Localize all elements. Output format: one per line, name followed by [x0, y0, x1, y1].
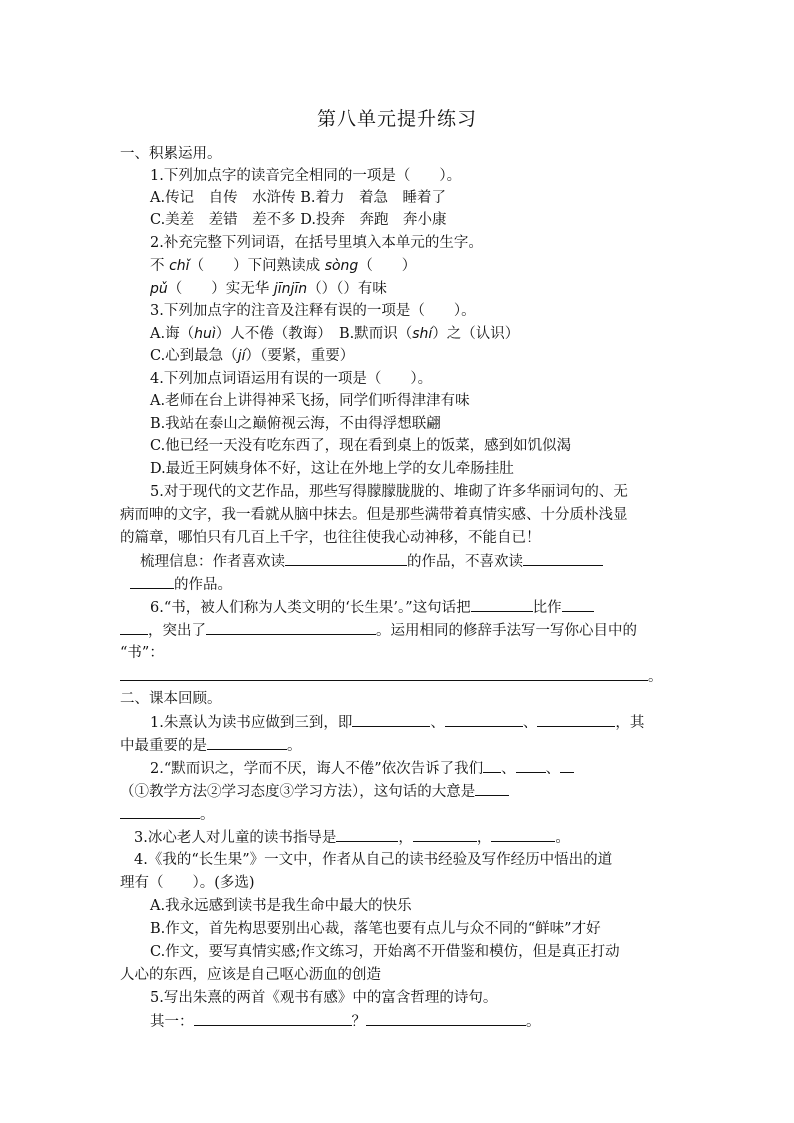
s2-q2-text-c: 。: [200, 807, 215, 823]
s2-q4-option-a: A.我永远感到读书是我生命中最大的快乐: [150, 898, 412, 914]
s2-q1-text-c: 中最重要的是: [120, 738, 207, 754]
q3-opt-b-text: ）人不倦（教诲） B.默而识（: [215, 326, 413, 342]
q5-passage-line1: 5.对于现代的文艺作品，那些写得朦朦胧胧的、堆砌了许多华丽词句的、无: [150, 484, 628, 500]
s2-q3-blank-2[interactable]: [413, 827, 477, 842]
s2-q4-option-c-line2: 人心的东西，应该是自己呕心沥血的创造: [120, 967, 381, 983]
pinyin-jinjin: jīnjīn: [273, 281, 308, 297]
s2-q2-blank-meaning[interactable]: [475, 781, 509, 796]
s2-q4-stem-line2: 理有（ ）。(多选): [120, 875, 255, 891]
s2-q5-blank-2[interactable]: [366, 1011, 526, 1026]
s2-q4-option-b: B.作文，首先构思要别出心裁，落笔也要有点儿与众不同的“鲜味”才好: [150, 921, 601, 937]
pinyin-ji: jí: [237, 348, 246, 364]
s2-q3-line: [134, 827, 570, 849]
s2-q3-blank-3[interactable]: [491, 827, 555, 842]
q6-line4: [120, 666, 663, 688]
s2-q2-line2: [120, 781, 509, 803]
q1-options-ab: A.传记 自传 水浒传 B.着力 着急 睡着了: [150, 190, 446, 206]
s2-q1-line2: [120, 735, 302, 757]
s2-q3-text-a: 3.冰心老人对儿童的读书指导是: [134, 830, 337, 846]
q6-blank-object-cont[interactable]: [120, 620, 148, 635]
s2-q2-line1: [150, 758, 574, 780]
q6-blank-subject[interactable]: [471, 597, 533, 612]
s2-q3-sep-2: ，: [476, 830, 492, 846]
q5-sort-line2: [130, 574, 232, 596]
q2-line1: [150, 256, 416, 278]
q2-line2-text-b: （）（）有味: [307, 281, 387, 297]
q5-sort-text-a: 梳理信息：作者喜欢读: [140, 554, 285, 570]
q6-blank-highlight[interactable]: [206, 620, 376, 635]
s2-q2-blank-1[interactable]: [483, 758, 501, 773]
s2-q1-blank-3[interactable]: [537, 712, 615, 727]
q2-stem: 2.补充完整下列词语，在括号里填入本单元的生字。: [150, 235, 483, 251]
q4-option-a: A.老师在台上讲得神采飞扬，同学们听得津津有味: [150, 393, 470, 409]
q4-option-d: D.最近王阿姨身体不好，这让在外地上学的女儿牵肠挂肚: [150, 461, 514, 477]
s2-q1-text-b: ，其: [615, 715, 645, 731]
q3-options-ab: [150, 324, 519, 346]
q3-opt-c-text: C.心到最急（: [150, 348, 238, 364]
s2-q3-blank-1[interactable]: [336, 827, 398, 842]
s2-q2-sep-1: 、: [501, 761, 516, 777]
q6-text-a: 6.“书，被人们称为人类文明的‘长生果’。”这句话把: [150, 600, 471, 616]
q4-option-c: C.他已经一天没有吃东西了，现在看到桌上的饭菜，感到如饥似渴: [150, 438, 572, 454]
s2-q2-line3: [120, 804, 215, 826]
s2-q2-blank-3[interactable]: [560, 758, 574, 773]
q1-options-cd: C.美差 差错 差不多 D.投奔 奔跑 奔小康: [150, 212, 447, 228]
q5-sort-text-c: 的作品。: [174, 577, 232, 593]
section-heading-2: 二、课本回顾。: [120, 691, 222, 707]
q2-line2: [150, 279, 387, 301]
s2-q2-text-a: 2.“默而识之，学而不厌，诲人不倦”依次告诉了我们: [150, 761, 484, 777]
s2-q4-option-c-line1: C.作文，要写真情实感;作文练习，开始离不开借鉴和模仿，但是真正打动: [150, 944, 620, 960]
pinyin-song: sòng: [324, 258, 359, 274]
q6-text-c: ，突出了: [148, 623, 206, 639]
pinyin-hui: huì: [194, 326, 216, 342]
q3-opt-b-tail: ）之（认识）: [432, 326, 520, 342]
s2-q1-text-d: 。: [287, 738, 302, 754]
q4-stem: 4.下列加点词语运用有误的一项是（ ）。: [150, 371, 433, 387]
q5-blank-like[interactable]: [285, 551, 407, 566]
s2-q1-sep-1: 、: [430, 715, 445, 731]
s2-q2-blank-2[interactable]: [516, 758, 546, 773]
pinyin-pu: pǔ: [150, 281, 168, 297]
s2-q2-sep-2: 、: [545, 761, 561, 777]
q3-opt-c-tail: ）（要紧，重要）: [245, 348, 355, 364]
q2-line1-text-b: （ ）下问熟读成: [189, 258, 325, 274]
pinyin-chi: chǐ: [169, 258, 190, 274]
q5-passage-line3: 的篇章，哪怕只有几百上千字，也往往使我心动神移，不能自已！: [120, 530, 541, 546]
s2-q5-question-mark: ？: [351, 1014, 366, 1030]
q3-opt-a-text: A.诲（: [150, 326, 195, 342]
s2-q5-text-a: 其一：: [150, 1014, 194, 1030]
q5-sort-text-b: 的作品，不喜欢读: [407, 554, 523, 570]
s2-q3-sep-1: ，: [398, 830, 413, 846]
s2-q1-line1: [150, 712, 644, 734]
q6-blank-writing[interactable]: [120, 666, 648, 681]
section-heading-1: 一、积累运用。: [120, 146, 222, 162]
q6-text-d: 。运用相同的修辞手法写一写你心目中的: [376, 623, 637, 639]
q4-option-b: B.我站在泰山之巅俯视云海，不由得浮想联翩: [150, 416, 441, 432]
s2-q5-blank-1[interactable]: [194, 1011, 352, 1026]
q2-line1-text-a: 不: [150, 258, 170, 274]
page-title: 第八单元提升练习: [316, 108, 477, 130]
s2-q1-blank-1[interactable]: [352, 712, 430, 727]
s2-q1-sep-2: 、: [522, 715, 538, 731]
s2-q3-text-b: 。: [555, 830, 570, 846]
q6-text-b: 比作: [532, 600, 562, 616]
q5-blank-dislike[interactable]: [523, 551, 603, 566]
s2-q2-blank-meaning-cont[interactable]: [120, 804, 200, 819]
q3-stem: 3.下列加点字的注音及注释有误的一项是（ ）。: [150, 303, 476, 319]
q3-option-c: [150, 346, 354, 368]
s2-q5-line: [150, 1011, 541, 1033]
s2-q1-text-a: 1.朱熹认为读书应做到三到，即: [150, 715, 353, 731]
s2-q1-blank-2[interactable]: [445, 712, 523, 727]
q1-stem: 1.下列加点字的读音完全相同的一项是（ ）。: [150, 168, 462, 184]
s2-q5-stem: 5.写出朱熹的两首《观书有感》中的富含哲理的诗句。: [150, 990, 498, 1006]
q5-passage-line2: 病而呻的文字，我一看就从脑中抹去。但是那些满带着真情实感、十分质朴浅显: [120, 507, 628, 523]
s2-q4-stem-line1: 4.《我的“长生果”》一文中，作者从自己的读书经验及写作经历中悟出的道: [134, 852, 613, 868]
q6-line1: [150, 597, 594, 619]
q6-blank-object[interactable]: [562, 597, 594, 612]
q6-line2: [120, 620, 637, 642]
q2-line1-text-c: （ ）: [358, 258, 417, 274]
s2-q5-text-b: 。: [526, 1014, 541, 1030]
q6-line3: “书”：: [120, 645, 164, 661]
pinyin-shi: shí: [412, 326, 433, 342]
s2-q2-text-b: （①教学方法②学习态度③学习方法），这句话的大意是: [120, 784, 476, 800]
q6-text-f: 。: [648, 669, 663, 685]
s2-q1-blank-important[interactable]: [207, 735, 287, 750]
q5-sort-line: [140, 551, 603, 573]
q5-blank-dislike-cont[interactable]: [130, 574, 174, 589]
q2-line2-text-a: （ ）实无华: [167, 281, 274, 297]
